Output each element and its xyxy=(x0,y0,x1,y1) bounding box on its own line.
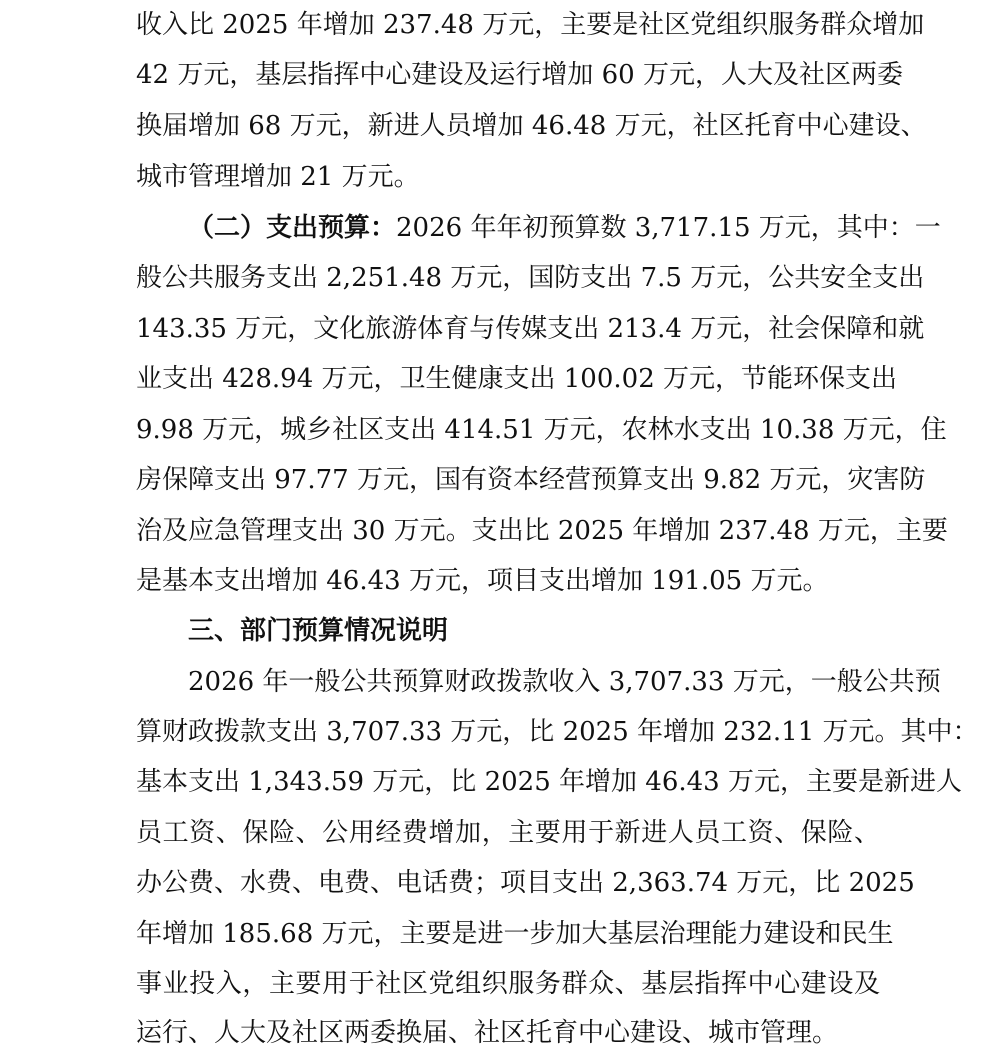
text-line: 城市管理增加 21 万元。 xyxy=(136,162,420,192)
text-line: 换届增加 68 万元，新进人员增加 46.48 万元，社区托育中心建设、 xyxy=(136,111,927,141)
text-line: 员工资、保险、公用经费增加，主要用于新进人员工资、保险、 xyxy=(136,818,880,848)
text-line: 基本支出 1,343.59 万元，比 2025 年增加 46.43 万元，主要是新进人 xyxy=(136,767,962,797)
text-line: 业支出 428.94 万元，卫生健康支出 100.02 万元，节能环保支出 xyxy=(136,364,898,394)
expenditure-first-line xyxy=(188,203,941,253)
text-line: 治及应急管理支出 30 万元。支出比 2025 年增加 237.48 万元，主要 xyxy=(136,516,948,546)
text-line: 房保障支出 97.77 万元，国有资本经营预算支出 9.82 万元，灾害防 xyxy=(136,465,926,495)
text-line: 9.98 万元，城乡社区支出 414.51 万元，农林水支出 10.38 万元，住 xyxy=(136,415,947,445)
text-line: 143.35 万元，文化旅游体育与传媒支出 213.4 万元，社会保障和就 xyxy=(136,314,925,344)
text-line: 运行、人大及社区两委换届、社区托育中心建设、城市管理。 xyxy=(136,1018,839,1048)
text-segment: 2026 年年初预算数 3,717.15 万元，其中：一 xyxy=(396,213,941,243)
text-line: 42 万元，基层指挥中心建设及运行增加 60 万元，人大及社区两委 xyxy=(136,60,903,90)
text-line: 办公费、水费、电费、电话费；项目支出 2,363.74 万元，比 2025 xyxy=(136,868,915,898)
expenditure-label: （二）支出预算： xyxy=(188,213,397,243)
text-line: 是基本支出增加 46.43 万元，项目支出增加 191.05 万元。 xyxy=(136,566,829,596)
text-line: 般公共服务支出 2,251.48 万元，国防支出 7.5 万元，公共安全支出 xyxy=(136,263,925,293)
text-line: 2026 年一般公共预算财政拨款收入 3,707.33 万元，一般公共预 xyxy=(188,667,941,697)
text-line: 事业投入，主要用于社区党组织服务群众、基层指挥中心建设及 xyxy=(136,969,880,999)
text-line: 收入比 2025 年增加 237.48 万元，主要是社区党组织服务群众增加 xyxy=(136,10,925,40)
section-heading: 三、部门预算情况说明 xyxy=(188,616,449,646)
text-line: 算财政拨款支出 3,707.33 万元，比 2025 年增加 232.11 万元。其中： xyxy=(136,717,979,747)
text-line: 年增加 185.68 万元，主要是进一步加大基层治理能力建设和民生 xyxy=(136,919,894,949)
